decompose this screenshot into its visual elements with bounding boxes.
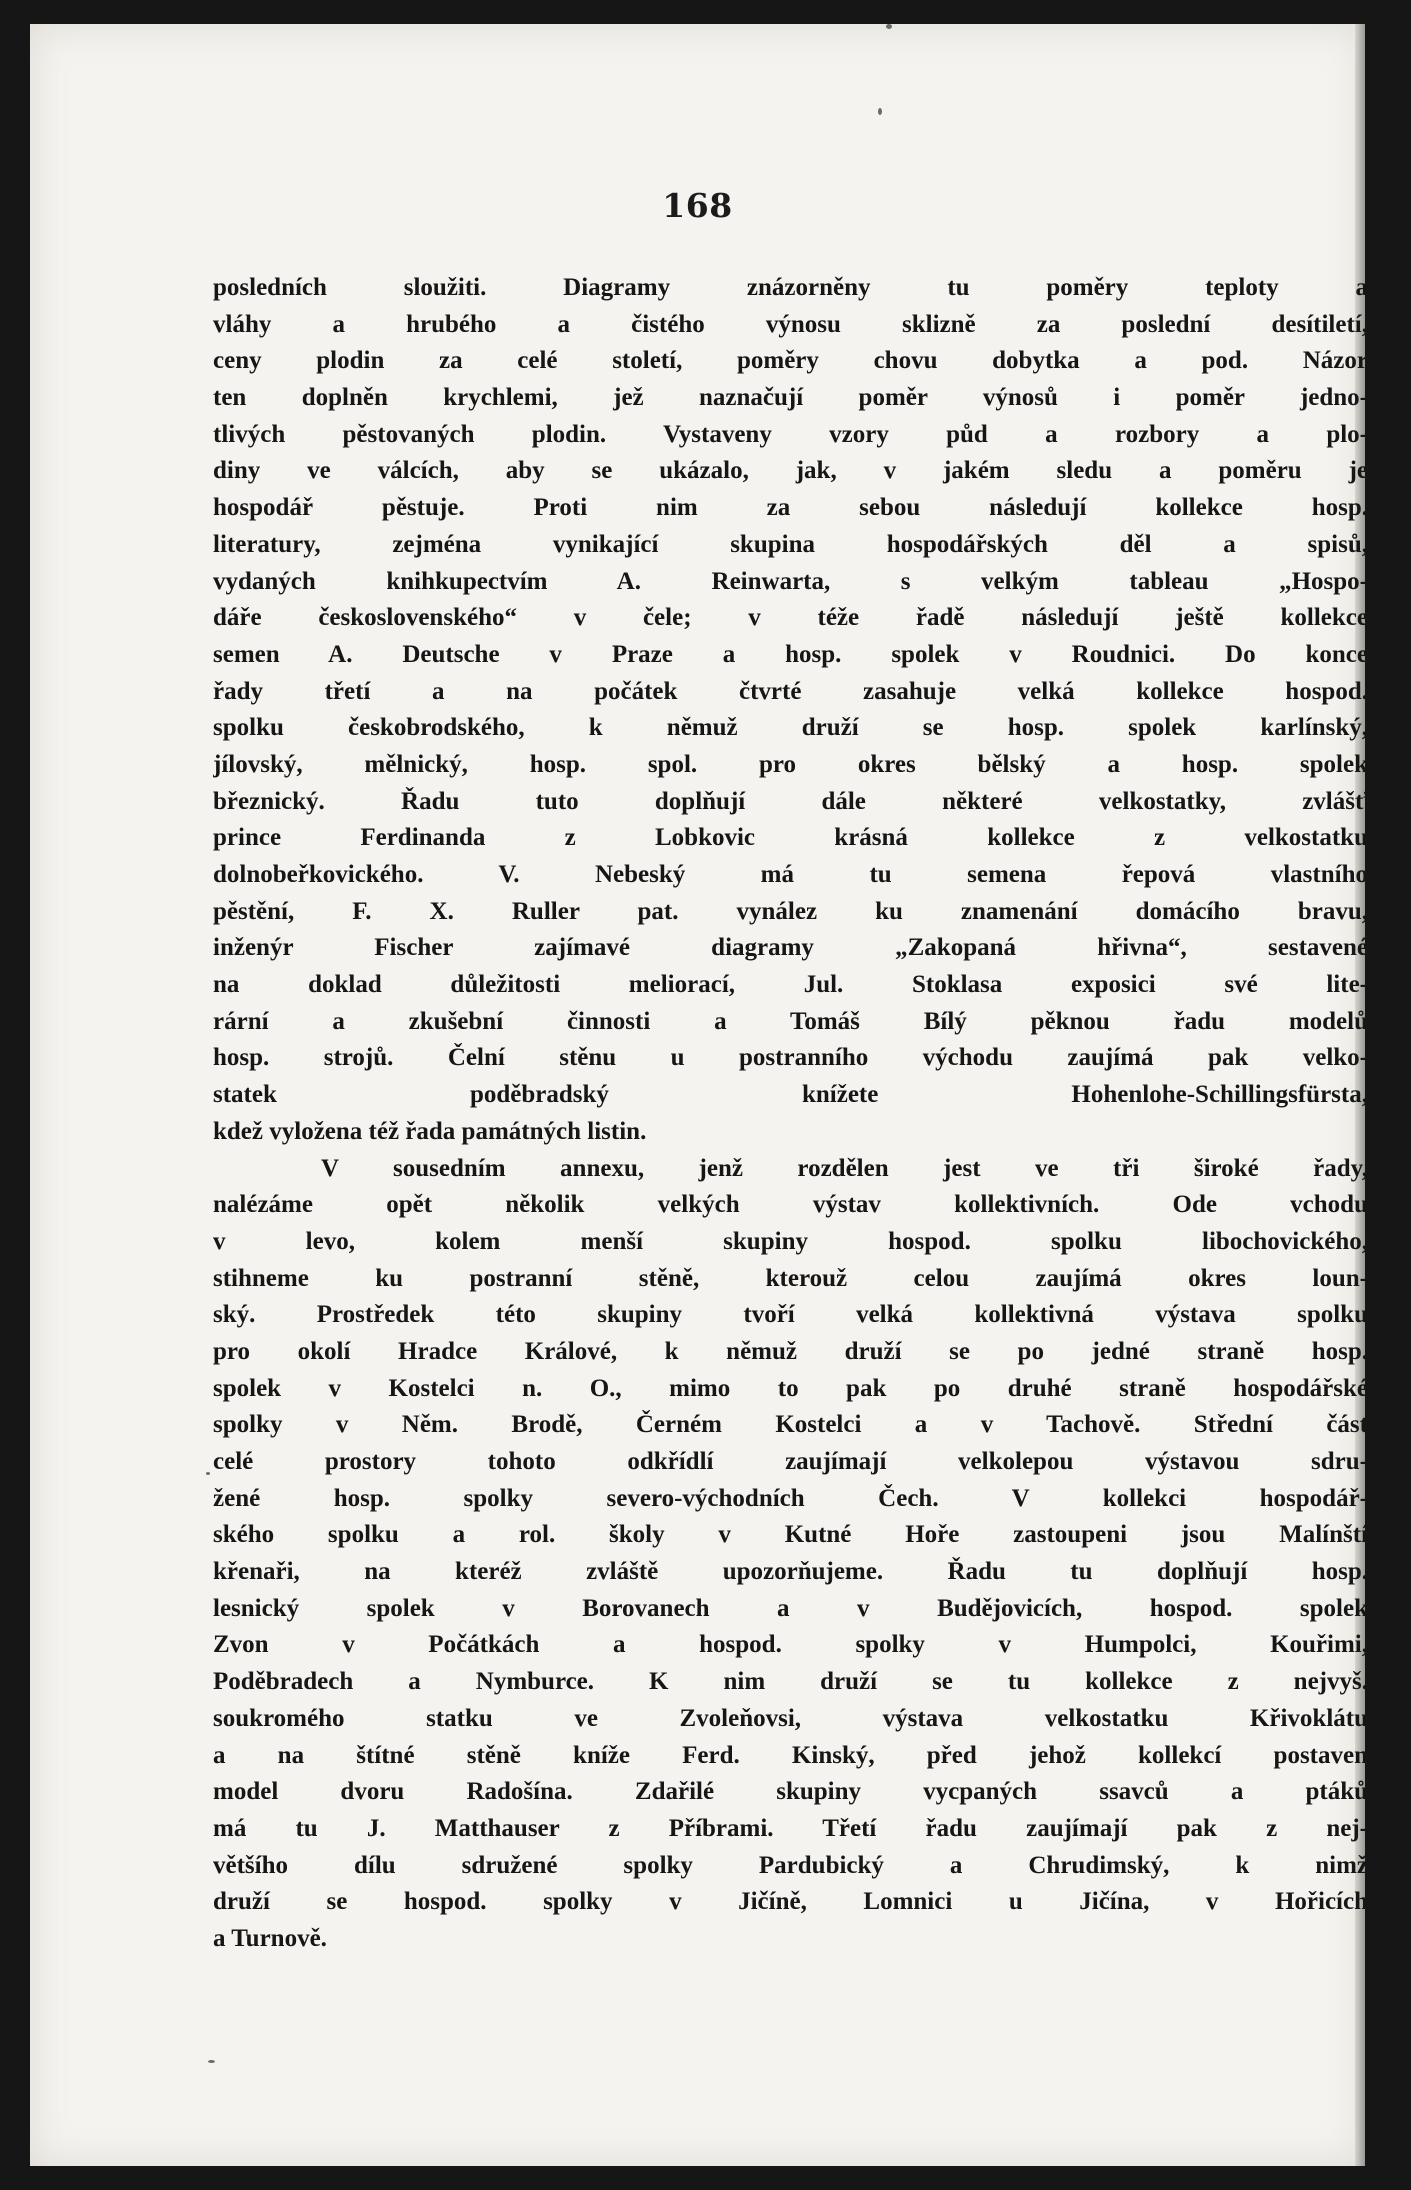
text-line: lesnický spolek v Borovanech a v Budějovicích, hospod. spolek xyxy=(213,1594,1368,1622)
text-line: a Turnově. xyxy=(213,1924,327,1952)
print-speck xyxy=(878,108,882,115)
text-line: pěstění, F. X. Ruller pat. vynález ku znamenání domácího bravu, xyxy=(213,897,1368,925)
text-line: Poděbradech a Nymburce. K nim druží se tu kollekce z nejvyš. xyxy=(213,1668,1368,1696)
text-line: posledních sloužiti. Diagramy znázorněny tu poměry teploty a xyxy=(213,274,1368,301)
text-line: prince Ferdinanda z Lobkovic krásná kollekce z velkostatku xyxy=(213,824,1368,852)
text-line: semen A. Deutsche v Praze a hosp. spolek v Roudnici. Do konce xyxy=(213,640,1368,668)
text-line: literatury, zejména vynikající skupina hospodářských děl a spisů, xyxy=(213,530,1368,558)
text-line: druží se hospod. spolky v Jičíně, Lomnici u Jičína, v Hořicích xyxy=(213,1888,1368,1916)
text-line: jílovský, mělnický, hosp. spol. pro okres bělský a hosp. spolek xyxy=(213,750,1368,778)
text-line: inženýr Fischer zajímavé diagramy „Zakopaná hřivna“, sestavené xyxy=(213,934,1368,962)
text-line: nalézáme opět několik velkých výstav kollektivních. Ode vchodu xyxy=(213,1191,1368,1219)
print-speck xyxy=(208,2060,215,2063)
text-line: hospodář pěstuje. Proti nim za sebou následují kollekce hosp. xyxy=(213,494,1368,522)
text-line: ský. Prostředek této skupiny tvoří velká kollektivná výstava spolku xyxy=(213,1301,1368,1329)
print-speck xyxy=(886,24,892,29)
print-speck xyxy=(206,1472,210,1475)
text-line: hosp. strojů. Čelní stěnu u postranního východu zaujímá pak velko- xyxy=(213,1044,1368,1072)
text-line: celé prostory tohoto odkřídlí zaujímají velkolepou výstavou sdru- xyxy=(213,1448,1368,1475)
text-line: pro okolí Hradce Králové, k němuž druží se po jedné straně hosp. xyxy=(213,1337,1368,1365)
body-text xyxy=(213,270,1368,1958)
text-line: kdež vyložena též řada památných listin. xyxy=(213,1117,647,1145)
text-line: tlivých pěstovaných plodin. Vystaveny vzory půd a rozbory a plo- xyxy=(213,420,1368,448)
text-line: dolnobeřkovického. V. Nebeský má tu semena řepová vlastního xyxy=(213,861,1368,888)
text-line: březnický. Řadu tuto doplňují dále některé velkostatky, zvlášť xyxy=(213,787,1368,815)
text-line: diny ve válcích, aby se ukázalo, jak, v jakém sledu a poměru je xyxy=(213,457,1368,485)
text-line: stihneme ku postranní stěně, kterouž celou zaujímá okres loun- xyxy=(213,1264,1368,1292)
text-line: rární a zkušební činnosti a Tomáš Bílý pěknou řadu modelů xyxy=(213,1007,1368,1035)
text-line-paragraph-start: V sousedním annexu, jenž rozdělen jest ve tři široké řady, xyxy=(321,1154,1368,1182)
text-line: spolku českobrodského, k němuž druží se hosp. spolek karlínský, xyxy=(213,714,1368,742)
text-line: a na štítné stěně kníže Ferd. Kinský, před jehož kollekcí postaven xyxy=(213,1741,1368,1769)
text-line: model dvoru Radošína. Zdařilé skupiny vycpaných ssavců a ptáků xyxy=(213,1778,1368,1806)
text-line: dáře československého“ v čele; v téže řadě následují ještě kollekce xyxy=(213,604,1368,632)
text-line: v levo, kolem menší skupiny hospod. spolku libochovického, xyxy=(213,1227,1368,1255)
text-line: žené hosp. spolky severo-východních Čech. V kollekci hospodář- xyxy=(213,1484,1368,1512)
text-line: křenaři, na kteréž zvláště upozorňujeme. Řadu tu doplňují hosp. xyxy=(213,1558,1368,1586)
text-line: vláhy a hrubého a čistého výnosu sklizně za poslední desítiletí, xyxy=(213,310,1368,338)
text-line: spolky v Něm. Brodě, Černém Kostelci a v Tachově. Střední část xyxy=(213,1411,1368,1439)
text-line: soukromého statku ve Zvoleňovsi, výstava velkostatku Křivoklátu xyxy=(213,1704,1368,1732)
text-line: ceny plodin za celé století, poměry chovu dobytka a pod. Názor xyxy=(213,347,1368,375)
text-line: na doklad důležitosti meliorací, Jul. Stoklasa exposici své lite- xyxy=(213,971,1368,999)
text-line: ského spolku a rol. školy v Kutné Hoře zastoupeni jsou Malínští xyxy=(213,1521,1368,1549)
text-line: má tu J. Matthauser z Příbrami. Třetí řadu zaujímají pak z nej- xyxy=(213,1814,1368,1842)
text-line: statek poděbradský knížete Hohenlohe-Schillingsfürsta, xyxy=(213,1081,1368,1109)
text-line: většího dílu sdružené spolky Pardubický a Chrudimský, k nimž xyxy=(213,1851,1368,1879)
text-line: ten doplněn krychlemi, jež naznačují poměr výnosů i poměr jedno- xyxy=(213,384,1368,412)
text-line: spolek v Kostelci n. O., mimo to pak po druhé straně hospodářské xyxy=(213,1374,1368,1402)
text-line: vydaných knihkupectvím A. Reinwarta, s velkým tableau „Hospo- xyxy=(213,567,1368,595)
text-line: Zvon v Počátkách a hospod. spolky v Humpolci, Kouřimi, xyxy=(213,1631,1368,1659)
page-number: 168 xyxy=(662,186,733,225)
text-line: řady třetí a na počátek čtvrté zasahuje velká kollekce hospod. xyxy=(213,677,1368,705)
